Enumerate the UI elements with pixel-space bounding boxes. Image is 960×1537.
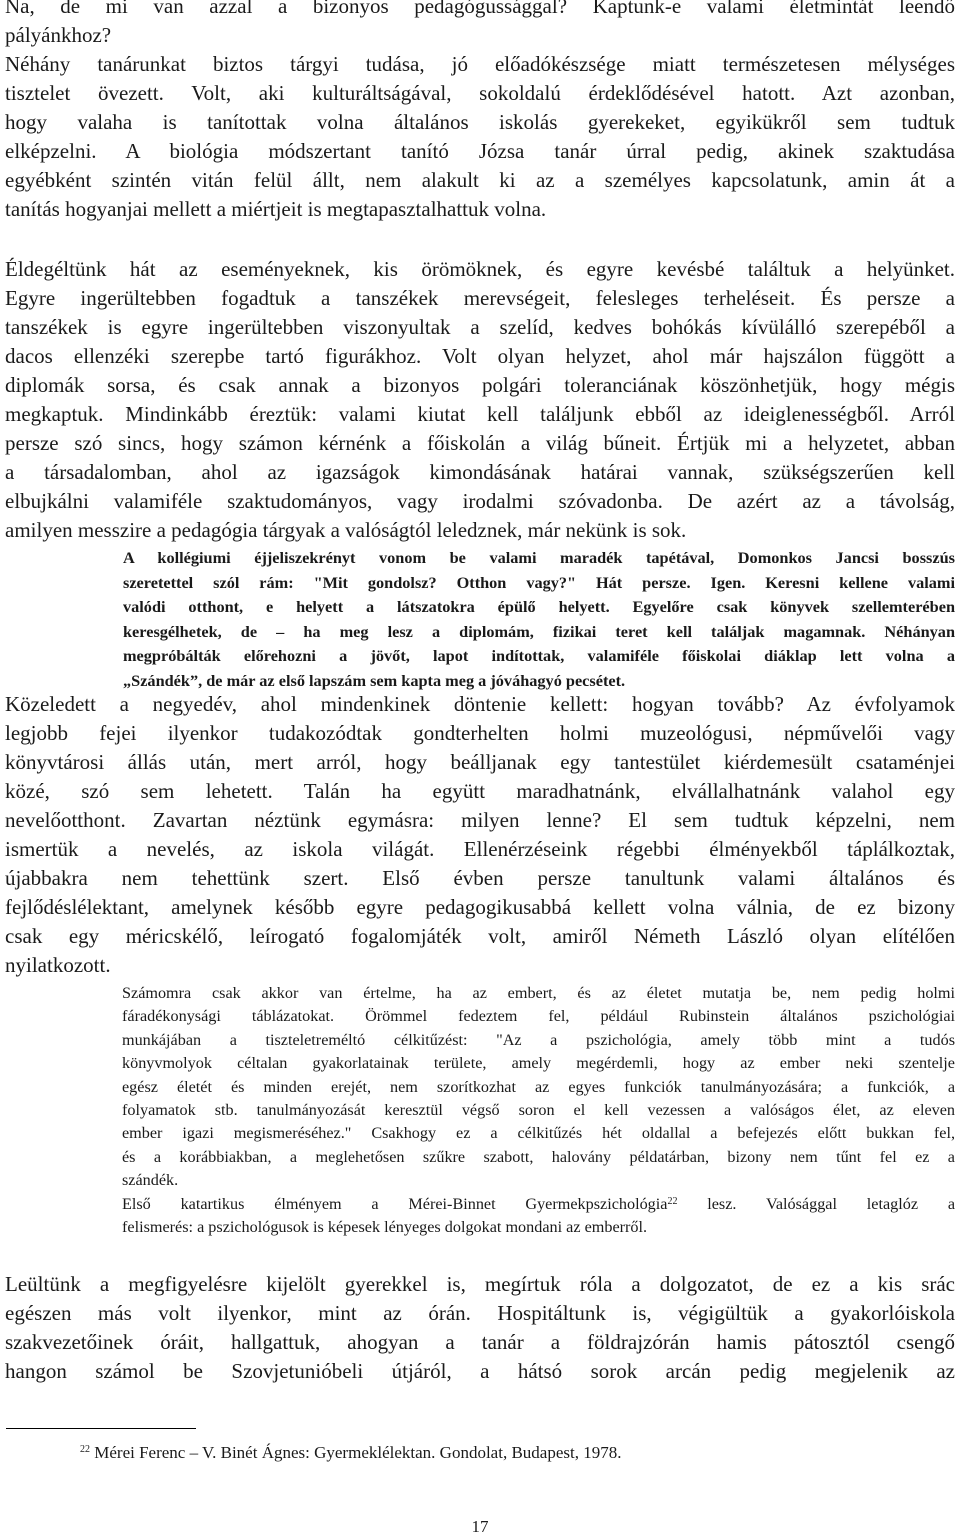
text-line: Közeledett a negyedév, ahol mindenkinek döntenie kellett: hogyan tovább? Az évfolyamok (5, 692, 955, 716)
quote-text: lesz. Valósággal letaglóz a (677, 1194, 955, 1213)
text-line: egyébként szintén vitán felül állt, nem alakult ki az a személyes kapcsolatunk, amin át a (5, 168, 955, 192)
quote-line: és a korábbiakban, a meglehetősen szűkre szabott, halovány példatárban, bizony nem tűnt fel ez a (122, 1147, 955, 1166)
text-line: Egyre ingerültebben fogadtuk a tanszékek merevségeit, felesleges terheléseit. És persze a (5, 286, 955, 310)
paragraph-1 (5, 0, 955, 224)
text-line: amilyen messzire a pedagógia tárgyak a valóságtól leledznek, már nekünk is sok. (5, 518, 687, 542)
text-line: elbujkálni valamiféle szaktudományos, vagy irodalmi szóvadonba. De azért az a távolság, (5, 489, 955, 513)
text-line: szakvezetőinek óráit, hallgattuk, ahogyan a tanár a földrajzórán hamis pátosztól csengő (5, 1330, 955, 1354)
quote-line: egész életét és minden erejét, nem szorítkozhat az egyes funkciók tanulmányozására; a funkciók, a (122, 1077, 955, 1096)
quote-line: fáradékonysági táblázatokat. Örömmel fedeztem fel, például Rubinstein általános pszichológiai (122, 1007, 955, 1026)
text-line: a társadalomban, ahol az igazságok kimondásának határai vannak, szükségszerűen kell (5, 460, 955, 484)
footnote-marker[interactable]: 22 (667, 1195, 678, 1207)
text-line: hangon számol be Szovjetunióbeli útjáról, a hátsó sorok arcán pedig megjelenik az (5, 1359, 955, 1383)
text-line: persze szó sincs, hogy számon kérnénk a főiskolán a világ bűneit. Értjük mi a helyzetet, abban (5, 431, 955, 455)
text-line: tanítás hogyanjai mellett a miértjeit is megtapasztalhattuk volna. (5, 197, 547, 221)
text-line: Na, de mi van azzal a bizonyos pedagógussággal? Kaptunk-e valami életmintát leendő (5, 0, 955, 18)
quote-line: Számomra csak akkor van értelme, ha az embert, és az életet mutatja be, nem pedig holmi (122, 984, 955, 1002)
text-line: Leültünk a megfigyelésre kijelölt gyerekkel is, megírtuk róla a dolgozatot, de ez a kis srác (5, 1272, 955, 1296)
text-line: közé, szó sem lehetett. Talán ha együtt maradhatnánk, elvállalhatnánk valahol egy (5, 779, 955, 803)
text-line: elképzelni. A biológia módszertant tanító Józsa tanár úrral pedig, akinek szaktudása (5, 139, 955, 163)
quote-line: folyamatok stb. tanulmányozását keresztül végső soron el kell vezessen a valóságos élet, az eleven (122, 1101, 955, 1120)
paragraph-2 (5, 255, 955, 545)
quote-text: Első katartikus élményem a Mérei-Binnet Gyermekpszichológia (122, 1194, 668, 1213)
quote-line-with-footnote (122, 1193, 955, 1216)
footnote-number: 22 (80, 1444, 90, 1455)
text-line: ismertük a nevelés, az iskola világát. Ellenérzéseink régebbi élményekből táplálkoztak, (5, 837, 955, 861)
block-quote-1 (123, 546, 955, 693)
text-line: fejlődéslélektant, amelynek később egyre pedagogikusabbá kellett volna válnia, de ez bizony (5, 895, 955, 919)
quote-line: ember igazi megismeréséhez." Csakhogy ez a célkitűzés hét oldallal a befejezés előtt bukkan fel, (122, 1124, 955, 1143)
footnote (80, 1442, 940, 1464)
text-line: csak egy méricskélő, leírogató fogalomjáték volt, amiről Németh László olyan elítélően (5, 924, 955, 948)
quote-line: valódi otthont, e helyett a látszatokra épülő helyett. Egyelőre csak könyvek szellemterében (123, 597, 955, 616)
text-line: tisztelet övezett. Volt, aki kulturáltságával, sokoldalú érdeklődésével hatott. Azt azonban, (5, 81, 955, 105)
text-line: könyvtárosi állás után, mert arról, hogy beálljanak egy tantestület kiérdemesült csataménjei (5, 750, 955, 774)
paragraph-4 (5, 1270, 955, 1386)
text-line: megkaptuk. Mindinkább éreztük: valami kiutat kell találjunk ebből az ideiglenességből. Arról (5, 402, 955, 426)
block-quote-2 (122, 982, 955, 1239)
text-line: pályánkhoz? (5, 23, 112, 47)
quote-line: könyvmolyok céltalan gyakorlatainak területe, amely megérdemli, hogy az ember neki szentelje (122, 1054, 955, 1073)
quote-line: keresgélhetek, de – ha meg lesz a diplomám, fizikai teret kell találjak magamnak. Néhányan (123, 621, 955, 641)
quote-line: megpróbálták előrehozni a jövőt, lapot indítottak, valamiféle főiskolai diáklap lett volna a (123, 646, 955, 665)
text-line: nevelőotthont. Zavartan néztünk egymásra: milyen lenne? El sem tudtuk képzelni, nem (5, 808, 955, 832)
footnote-separator (6, 1428, 196, 1429)
text-line: Néhány tanárunkat biztos tárgyi tudása, jó előadókészsége miatt természetesen mélységes (5, 52, 955, 76)
text-line: tanszékek is egyre ingerültebben viszonyultak a szelíd, kedves bohókás kívülálló szerepéből a (5, 315, 955, 339)
footnote-text: Mérei Ferenc – V. Binét Ágnes: Gyermeklélektan. Gondolat, Budapest, 1978. (90, 1443, 622, 1462)
paragraph-3 (5, 690, 955, 980)
page-number: 17 (471, 1517, 489, 1536)
text-line: legjobb fejei ilyenkor tudakozódtak gondterhelten holmi muzeológusi, népművelői vagy (5, 721, 955, 745)
quote-line: felismerés: a pszichológusok is képesek lényeges dolgokat mondani az emberről. (122, 1218, 648, 1237)
quote-line: „Szándék”, de már az első lapszám sem kapta meg a jóváhagyó pecsétet. (123, 670, 626, 690)
text-line: dacos ellenzéki szerepbe tartó figurákhoz. Volt olyan helyzet, ahol már hajszálon függött a (5, 344, 955, 368)
text-line: diplomák sorsa, és csak annak a bizonyos polgári toleranciának köszönhetjük, hogy mégis (5, 373, 955, 397)
quote-line: munkájában a tiszteletreméltó célkitűzést: "Az a pszichológia, amely több mint a tudós (122, 1030, 955, 1049)
quote-line: szeretettel szól rám: "Mit gondolsz? Otthon vagy?" Hát persze. Igen. Keresni kellene valami (123, 572, 955, 592)
quote-line: szándék. (122, 1171, 179, 1190)
text-line: nyilatkozott. (5, 953, 111, 977)
text-line: hogy valaha is tanítottak volna általános iskolás gyerekeket, egyikükről sem tudtuk (5, 110, 955, 134)
quote-line: A kollégiumi éjjeliszekrényt vonom be valami maradék tapétával, Domonkos Jancsi bosszús (123, 548, 955, 567)
text-line: egészen más volt ilyenkor, mint az órán. Hospitáltunk is, végigültük a gyakorlóiskola (5, 1301, 955, 1325)
text-line: Éldegéltünk hát az eseményeknek, kis örömöknek, és egyre kevésbé találtuk a helyünket. (5, 257, 955, 281)
text-line: újabbakra nem tehettünk szert. Első évben persze tanultunk valami általános és (5, 866, 955, 890)
